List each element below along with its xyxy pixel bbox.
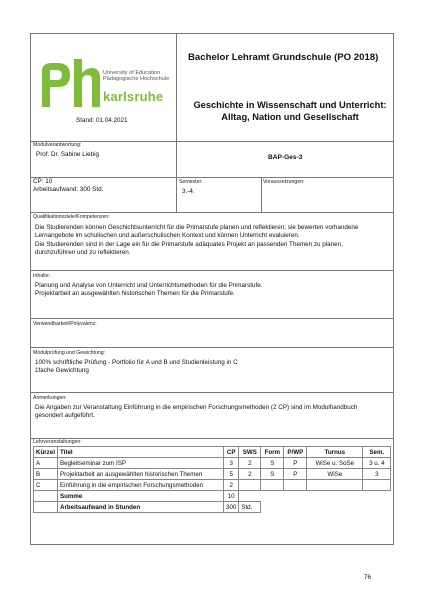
content-label: Inhalte: (33, 273, 51, 279)
table-workload-row (34, 502, 391, 513)
table-cell (34, 491, 58, 502)
divider (31, 270, 393, 271)
responsibility-label: Modulverantwortung: (33, 142, 82, 148)
table-cell: 3 u. 4 (363, 458, 391, 469)
divider (31, 438, 393, 439)
table-cell: WiSe u. SoSe (307, 458, 363, 469)
table-header-row (34, 447, 391, 458)
table-cell (34, 502, 58, 513)
module-title-line-1: Geschichte in Wissenschaft und Unterricht: (193, 100, 387, 110)
table-cell: 2 (239, 469, 261, 480)
semester-value: 3.-4. (182, 188, 195, 195)
table-cell: 3 (363, 469, 391, 480)
notes-label: Anmerkungen: (33, 395, 67, 401)
divider (31, 318, 393, 319)
logo-name: karlsruhe (103, 89, 164, 104)
exam-line: 100% schriftliche Prüfung - Portfolio für A und B und Studienleistung in C (35, 359, 238, 366)
module-title (186, 100, 394, 123)
table-row (34, 480, 391, 491)
qualification-line: Lernangebote im schulischen und außerschulischen Kontext und können Unterricht evaluieren. (35, 232, 300, 240)
qualification-line: Die Studierenden können Geschichtsunterricht für die Primarstufe planen und reflektieren; sie bewerten vorhandene (35, 224, 359, 231)
divider (31, 347, 393, 348)
divider (31, 392, 393, 393)
table-cell: C (34, 480, 58, 491)
table-cell: Einführung in die empirischen Forschungsmethoden (58, 480, 224, 491)
table-cell: B (34, 469, 58, 480)
table-cell (239, 491, 261, 502)
divider (31, 141, 393, 142)
table-cell: S (261, 458, 284, 469)
module-title-line-2: Alltag, Nation und Gesellschaft (221, 111, 359, 122)
column-header: Sem. (363, 447, 391, 458)
divider (31, 177, 393, 178)
usability-label: Verwendbarkeit/Polyvalenz: (33, 321, 97, 327)
cp-value: CP: 10 (33, 178, 53, 185)
responsibility-value: Prof. Dr. Sabine Liebig (36, 151, 100, 158)
divider (31, 212, 393, 213)
table-row (34, 469, 391, 480)
column-header: Turnus (307, 447, 363, 458)
column-header: Form (261, 447, 284, 458)
divider (176, 34, 177, 177)
module-code: BAP-Ges-3 (268, 154, 303, 161)
table-cell: P (284, 458, 307, 469)
table-row (34, 458, 391, 469)
table-cell: WiSe (307, 469, 363, 480)
table-cell (307, 480, 363, 491)
qualification-text (35, 224, 391, 257)
table-cell: S (261, 469, 284, 480)
qualification-line: durchzuführen und zu reflektieren. (35, 248, 131, 256)
program-title: Bachelor Lehramt Grundschule (PO 2018) (188, 52, 379, 63)
qualification-line: Die Studierenden sind in der Lage ein für die Primarstufe adäquates Projekt an passenden Themen zu planen, (35, 240, 343, 248)
logo-line-1: University of Education (103, 70, 161, 76)
content-line: Projektarbeit an ausgewählten historischen Themen für die Primarstufe. (35, 290, 235, 298)
table-cell: Begleitseminar zum ISP (58, 458, 224, 469)
table-cell: 3 (224, 458, 239, 469)
semester-label: Semester: (179, 179, 203, 185)
notes-line: Die Angaben zur Veranstaltung Einführung in die empirischen Forschungsmethoden (2 CP) sind im Modulhandbuch (35, 404, 358, 411)
table-cell (239, 480, 261, 491)
logo-line-2: Pädagogische Hochschule (103, 76, 170, 83)
content-line: Planung und Analyse von Unterricht und Unterrichtsmethoden für die Primarstufe. (35, 282, 263, 289)
table-cell: 5 (224, 469, 239, 480)
column-header: P/WP (284, 447, 307, 458)
workload-label: Arbeitsaufwand in Stunden (58, 502, 224, 513)
logo-text (103, 70, 169, 83)
courses-label: Lehrveranstaltungen: (33, 439, 82, 445)
workload-value: Arbeitsaufwand: 300 Std. (33, 186, 104, 193)
column-header: SWS (239, 447, 261, 458)
notes-line: gesondert aufgeführt. (35, 412, 95, 420)
table-cell (363, 480, 391, 491)
workload-unit: Std. (239, 502, 261, 513)
page-number: 76 (364, 574, 372, 581)
table-cell (261, 480, 284, 491)
table-cell (284, 480, 307, 491)
table-cell: 2 (224, 480, 239, 491)
divider (261, 177, 262, 212)
sum-label: Summe (58, 491, 224, 502)
table-cell: P (284, 469, 307, 480)
sum-cp: 10 (224, 491, 239, 502)
column-header: Titel (58, 447, 224, 458)
exam-line: 1fache Gewichtung (35, 367, 89, 375)
table-cell: A (34, 458, 58, 469)
exam-label: Modulprüfung und Gewichtung: (33, 350, 106, 356)
qualification-label: Qualifikationsziele/Kompetenzen: (33, 214, 110, 220)
divider (176, 177, 177, 212)
table-sum-row (34, 491, 391, 502)
courses-table (33, 446, 391, 513)
ph-logo-icon (36, 59, 102, 111)
prerequisites-label: Voraussetzungen: (263, 179, 305, 185)
column-header: CP (224, 447, 239, 458)
notes-text (35, 404, 391, 421)
stand-date: Stand: 01.04.2021 (76, 117, 128, 124)
exam-text (35, 359, 391, 376)
content-text (35, 282, 391, 299)
table-cell: 2 (239, 458, 261, 469)
workload-hours: 300 (224, 502, 239, 513)
column-header: Kürzel (34, 447, 58, 458)
table-cell: Projektarbeit an ausgewählten historischen Themen (58, 469, 224, 480)
